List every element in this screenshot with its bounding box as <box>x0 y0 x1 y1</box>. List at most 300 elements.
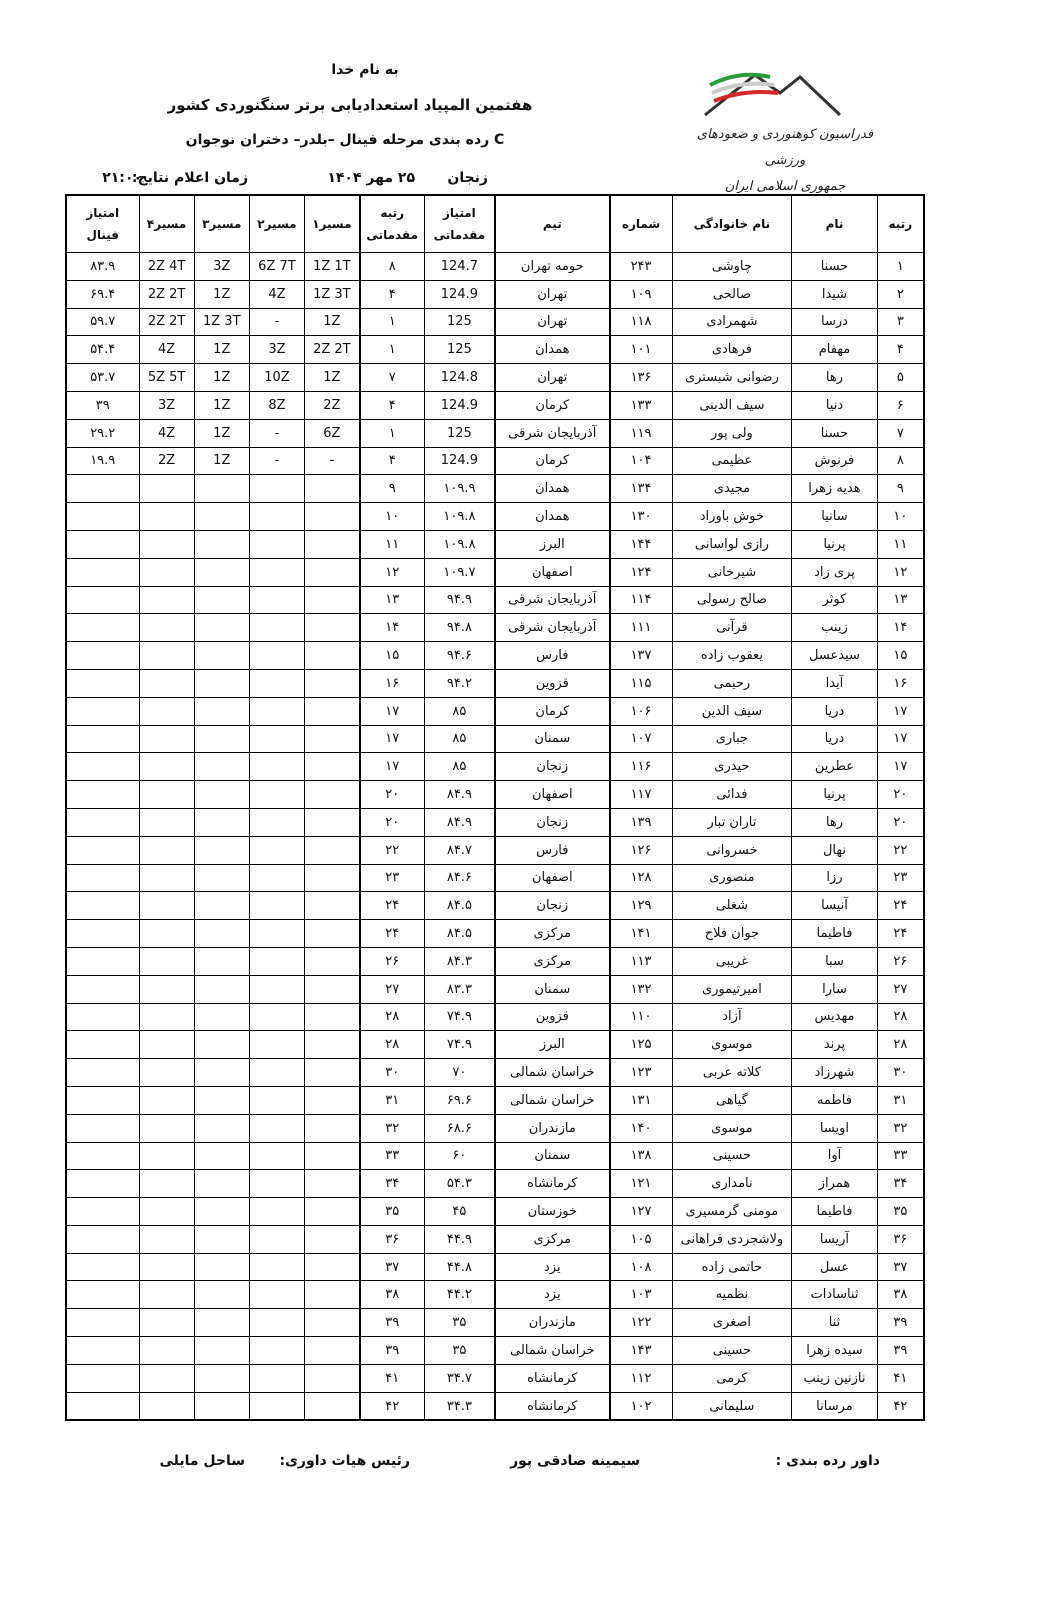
table-cell: خراسان شمالی <box>495 1086 610 1114</box>
table-cell <box>139 1086 194 1114</box>
table-cell: نهال <box>792 836 877 864</box>
table-cell: خوزستان <box>495 1198 610 1226</box>
table-cell: رضوانی شبستری <box>672 364 792 392</box>
table-cell: - <box>249 447 304 475</box>
table-cell: مرکزی <box>495 920 610 948</box>
table-cell: ۲۰ <box>360 808 425 836</box>
table-cell <box>249 1309 304 1337</box>
table-cell <box>249 1225 304 1253</box>
table-cell <box>305 1225 360 1253</box>
table-cell: ۱۷ <box>360 753 425 781</box>
table-cell: ۹۴.۸ <box>424 614 495 642</box>
table-cell: ۲۸ <box>877 1003 924 1031</box>
table-cell: موسوی <box>672 1031 792 1059</box>
table-cell <box>194 975 249 1003</box>
column-header: نام <box>792 195 877 253</box>
logo-line-2: جمهوری اسلامی ایران <box>724 179 846 194</box>
table-cell <box>305 614 360 642</box>
table-cell: ۱۷ <box>877 697 924 725</box>
table-cell: - <box>305 447 360 475</box>
table-cell: موسوی <box>672 1114 792 1142</box>
table-cell <box>66 975 139 1003</box>
table-cell: ۱۲۷ <box>610 1198 672 1226</box>
table-cell: ۱۱۷ <box>610 781 672 809</box>
table-cell <box>249 669 304 697</box>
table-cell <box>305 975 360 1003</box>
table-cell: امیرتیموری <box>672 975 792 1003</box>
table-cell <box>139 1031 194 1059</box>
table-cell <box>194 836 249 864</box>
table-cell: 3Z <box>194 253 249 281</box>
table-cell <box>194 781 249 809</box>
table-cell <box>194 753 249 781</box>
table-cell <box>139 1225 194 1253</box>
table-cell: ۱۴ <box>877 614 924 642</box>
table-cell: 1Z <box>305 308 360 336</box>
table-cell: ۶۹.۴ <box>66 280 139 308</box>
table-cell <box>194 892 249 920</box>
table-cell: 1Z <box>194 336 249 364</box>
table-cell <box>305 1170 360 1198</box>
table-cell: ۷ <box>360 364 425 392</box>
table-row <box>66 1309 924 1337</box>
table-cell <box>305 753 360 781</box>
table-cell: ۱۶ <box>360 669 425 697</box>
table-cell <box>305 558 360 586</box>
table-cell <box>66 1031 139 1059</box>
table-row <box>66 669 924 697</box>
table-cell: کرمانشاه <box>495 1364 610 1392</box>
table-cell: هدیه زهرا <box>792 475 877 503</box>
column-header: رتبه <box>877 195 924 253</box>
table-cell <box>139 920 194 948</box>
table-cell: - <box>249 308 304 336</box>
table-cell <box>249 1198 304 1226</box>
table-cell: ثنا <box>792 1309 877 1337</box>
table-cell <box>305 864 360 892</box>
table-cell <box>139 725 194 753</box>
table-cell: 2Z 4T <box>139 253 194 281</box>
table-cell <box>66 1309 139 1337</box>
column-header: نام خانوادگی <box>672 195 792 253</box>
table-cell: ۱۷ <box>360 697 425 725</box>
table-row <box>66 697 924 725</box>
table-cell: یعقوب زاده <box>672 642 792 670</box>
table-cell: ۱۳۲ <box>610 975 672 1003</box>
table-cell: دریا <box>792 697 877 725</box>
table-cell: ۳۳ <box>360 1142 425 1170</box>
table-cell: ثناسادات <box>792 1281 877 1309</box>
table-cell: کرمی <box>672 1364 792 1392</box>
table-cell <box>249 808 304 836</box>
table-cell: کرمان <box>495 697 610 725</box>
table-cell: پرنیا <box>792 530 877 558</box>
table-cell: ۱ <box>360 308 425 336</box>
page-title: هفتمین المپیاد استعدادیابی برتر سنگنوردی کشور <box>167 96 533 114</box>
table-cell: حاتمی زاده <box>672 1253 792 1281</box>
table-cell <box>305 781 360 809</box>
table-cell <box>66 1364 139 1392</box>
table-cell: ۸۴.۹ <box>424 808 495 836</box>
table-cell: ۹ <box>360 475 425 503</box>
table-cell: ۲۰ <box>360 781 425 809</box>
table-cell: ۲۳ <box>877 864 924 892</box>
table-cell: ۸۵ <box>424 697 495 725</box>
table-cell: ۱۲۵ <box>610 1031 672 1059</box>
table-cell: مرسانا <box>792 1392 877 1420</box>
table-cell: ۱۰۸ <box>610 1253 672 1281</box>
table-cell <box>194 642 249 670</box>
table-cell <box>249 920 304 948</box>
table-row <box>66 1142 924 1170</box>
table-row <box>66 336 924 364</box>
table-cell: شهمرادی <box>672 308 792 336</box>
table-cell <box>305 1364 360 1392</box>
table-cell <box>194 920 249 948</box>
table-cell: ۳۰ <box>877 1059 924 1087</box>
table-row <box>66 920 924 948</box>
table-cell: ۱۲۶ <box>610 836 672 864</box>
table-cell: ۱۳۱ <box>610 1086 672 1114</box>
table-cell: ۱۱۶ <box>610 753 672 781</box>
table-cell <box>66 614 139 642</box>
table-cell: ۱۳۹ <box>610 808 672 836</box>
table-cell: دنیا <box>792 391 877 419</box>
table-row <box>66 1031 924 1059</box>
table-cell <box>194 1142 249 1170</box>
table-cell <box>194 697 249 725</box>
table-cell <box>66 1198 139 1226</box>
table-cell: سمنان <box>495 725 610 753</box>
table-cell: آیدا <box>792 669 877 697</box>
table-cell <box>194 503 249 531</box>
table-cell: خراسان شمالی <box>495 1337 610 1365</box>
table-row <box>66 1281 924 1309</box>
table-cell: 124.9 <box>424 391 495 419</box>
table-cell: ۳۱ <box>877 1086 924 1114</box>
table-cell: نظمیه <box>672 1281 792 1309</box>
table-cell: ۸ <box>360 253 425 281</box>
judge-name: سیمینه صادقی پور <box>510 1453 640 1469</box>
table-cell: شغلی <box>672 892 792 920</box>
table-cell: ۸۵ <box>424 725 495 753</box>
table-cell <box>305 725 360 753</box>
column-header: امتیاز مقدماتی <box>424 195 495 253</box>
table-cell: ۲۸ <box>360 1003 425 1031</box>
table-cell: ۱۰۷ <box>610 725 672 753</box>
table-cell <box>249 1364 304 1392</box>
table-cell <box>194 1253 249 1281</box>
table-cell: ۲۴ <box>877 920 924 948</box>
table-cell: قرآنی <box>672 614 792 642</box>
table-cell <box>249 697 304 725</box>
table-cell: غریبی <box>672 947 792 975</box>
table-cell <box>305 1142 360 1170</box>
table-cell <box>66 1086 139 1114</box>
table-cell <box>66 920 139 948</box>
table-cell <box>139 1309 194 1337</box>
table-cell: 1Z 3T <box>305 280 360 308</box>
table-cell <box>249 975 304 1003</box>
table-cell: چاوشی <box>672 253 792 281</box>
table-cell: زنجان <box>495 753 610 781</box>
table-cell: ۴۲ <box>360 1392 425 1420</box>
table-cell <box>305 503 360 531</box>
table-cell <box>66 530 139 558</box>
table-cell: جوان فلاح <box>672 920 792 948</box>
table-cell <box>249 475 304 503</box>
table-cell: ۲۶ <box>360 947 425 975</box>
table-cell: فدائی <box>672 781 792 809</box>
logo-line-1: فدراسیون کوهنوردی و صعودهای ورزشی <box>696 127 874 168</box>
table-cell <box>139 558 194 586</box>
table-cell <box>305 1086 360 1114</box>
table-cell: ۱۴۳ <box>610 1337 672 1365</box>
table-cell: ۳۱ <box>360 1086 425 1114</box>
table-cell: کرمان <box>495 391 610 419</box>
table-cell: ۴ <box>360 447 425 475</box>
table-row <box>66 808 924 836</box>
table-cell <box>139 836 194 864</box>
table-cell <box>305 920 360 948</box>
table-cell: ۵۴.۳ <box>424 1170 495 1198</box>
table-cell: عطرین <box>792 753 877 781</box>
table-row <box>66 475 924 503</box>
table-cell: ۱۳۷ <box>610 642 672 670</box>
table-cell: ۳۴ <box>360 1170 425 1198</box>
table-cell: ۳۹ <box>360 1309 425 1337</box>
table-cell <box>305 836 360 864</box>
table-cell <box>66 642 139 670</box>
table-cell <box>305 1281 360 1309</box>
table-cell: ۲۰ <box>877 808 924 836</box>
table-cell <box>194 530 249 558</box>
table-cell <box>139 697 194 725</box>
table-cell: ۴۴.۸ <box>424 1253 495 1281</box>
table-cell: ۸۴.۵ <box>424 920 495 948</box>
table-cell: جباری <box>672 725 792 753</box>
table-cell: ۳۹ <box>360 1337 425 1365</box>
table-cell <box>194 1225 249 1253</box>
table-cell: فاطمه <box>792 1086 877 1114</box>
table-cell: 124.9 <box>424 447 495 475</box>
table-row <box>66 614 924 642</box>
table-cell: ۳۴ <box>877 1170 924 1198</box>
table-cell <box>194 864 249 892</box>
table-cell <box>139 1198 194 1226</box>
table-cell: زنجان <box>495 808 610 836</box>
table-cell <box>139 781 194 809</box>
table-cell <box>305 1114 360 1142</box>
table-cell: ۶ <box>877 391 924 419</box>
table-cell: ۶۸.۶ <box>424 1114 495 1142</box>
table-cell: 8Z <box>249 391 304 419</box>
table-cell: 6Z <box>305 419 360 447</box>
table-cell: مومنی گرمسیری <box>672 1198 792 1226</box>
table-row <box>66 364 924 392</box>
table-cell: 4Z <box>249 280 304 308</box>
table-cell: درسا <box>792 308 877 336</box>
table-cell <box>249 836 304 864</box>
table-cell <box>249 1086 304 1114</box>
bismillah: به نام خدا <box>331 62 399 78</box>
table-row <box>66 1003 924 1031</box>
table-cell: گیاهی <box>672 1086 792 1114</box>
table-cell: 1Z 3T <box>194 308 249 336</box>
table-row <box>66 1253 924 1281</box>
table-cell: ۲ <box>877 280 924 308</box>
table-cell: 124.9 <box>424 280 495 308</box>
table-cell <box>194 1281 249 1309</box>
table-cell: 1Z 1T <box>305 253 360 281</box>
table-cell: یزد <box>495 1281 610 1309</box>
table-cell <box>249 1392 304 1420</box>
table-cell: کلاته عربی <box>672 1059 792 1087</box>
table-cell: ۷۰ <box>424 1059 495 1087</box>
table-cell <box>139 1142 194 1170</box>
table-cell <box>249 1253 304 1281</box>
table-cell: ۱۲۲ <box>610 1309 672 1337</box>
table-cell: ۱۱ <box>877 530 924 558</box>
table-cell: همدان <box>495 475 610 503</box>
table-cell: ۱۰۹.۸ <box>424 503 495 531</box>
table-cell: رازی لواسانی <box>672 530 792 558</box>
event-city: زنجان <box>447 170 488 186</box>
table-cell: حسنا <box>792 253 877 281</box>
table-cell <box>194 1198 249 1226</box>
table-cell: رزا <box>792 864 877 892</box>
table-cell: 1Z <box>194 364 249 392</box>
table-cell: عسل <box>792 1253 877 1281</box>
table-cell <box>66 947 139 975</box>
table-cell: ۳۰ <box>360 1059 425 1087</box>
table-cell: حسینی <box>672 1337 792 1365</box>
table-cell: نازنین زینب <box>792 1364 877 1392</box>
column-header: رتبه مقدماتی <box>360 195 425 253</box>
table-cell <box>66 808 139 836</box>
table-cell <box>194 614 249 642</box>
table-cell <box>139 1114 194 1142</box>
table-cell: البرز <box>495 1031 610 1059</box>
table-cell <box>139 1392 194 1420</box>
table-cell: ۱ <box>877 253 924 281</box>
table-cell: ۱۰۹.۹ <box>424 475 495 503</box>
table-cell: دریا <box>792 725 877 753</box>
table-cell: سیف الدین <box>672 697 792 725</box>
table-cell: ۱۱ <box>360 530 425 558</box>
table-cell <box>249 1031 304 1059</box>
table-cell: ۱۳۳ <box>610 391 672 419</box>
table-cell: ۳۲ <box>360 1114 425 1142</box>
table-cell <box>305 1337 360 1365</box>
table-cell: 124.8 <box>424 364 495 392</box>
table-cell: ۱۰۹.۸ <box>424 530 495 558</box>
table-cell: ۱۲۱ <box>610 1170 672 1198</box>
table-row <box>66 447 924 475</box>
table-cell: ۳۸ <box>877 1281 924 1309</box>
table-cell: ۱۱۵ <box>610 669 672 697</box>
table-cell: ۴۱ <box>877 1364 924 1392</box>
table-cell <box>305 1031 360 1059</box>
table-cell: ۳۹ <box>66 391 139 419</box>
table-cell: سارا <box>792 975 877 1003</box>
table-cell <box>305 1392 360 1420</box>
table-cell <box>305 530 360 558</box>
table-cell: رها <box>792 808 877 836</box>
table-cell: ۱۱۰ <box>610 1003 672 1031</box>
table-cell <box>249 614 304 642</box>
table-cell: ۱۲۸ <box>610 864 672 892</box>
table-cell: حسینی <box>672 1142 792 1170</box>
table-cell <box>66 558 139 586</box>
table-cell: ۷۴.۹ <box>424 1031 495 1059</box>
table-cell: ۳۷ <box>877 1253 924 1281</box>
table-cell: فاطیما <box>792 1198 877 1226</box>
table-cell: ۱۱۸ <box>610 308 672 336</box>
table-cell: پری زاد <box>792 558 877 586</box>
table-cell: 1Z <box>194 447 249 475</box>
table-cell: ۱۰۹ <box>610 280 672 308</box>
table-cell <box>66 1392 139 1420</box>
table-cell <box>305 697 360 725</box>
table-cell: کرمانشاه <box>495 1170 610 1198</box>
table-cell <box>139 669 194 697</box>
table-cell: 4Z <box>139 336 194 364</box>
table-cell: 5Z 5T <box>139 364 194 392</box>
table-cell <box>194 1309 249 1337</box>
table-cell: ۹ <box>877 475 924 503</box>
column-header: تیم <box>495 195 610 253</box>
table-cell <box>305 1059 360 1087</box>
table-cell: ۸۴.۶ <box>424 864 495 892</box>
table-cell: 1Z <box>194 391 249 419</box>
table-cell: 125 <box>424 308 495 336</box>
table-cell <box>249 1059 304 1087</box>
table-cell <box>139 503 194 531</box>
table-cell: مهفام <box>792 336 877 364</box>
table-cell: ۲۲ <box>360 836 425 864</box>
table-cell <box>194 1031 249 1059</box>
table-row <box>66 1337 924 1365</box>
table-cell <box>139 475 194 503</box>
table-cell: زینب <box>792 614 877 642</box>
table-cell <box>66 503 139 531</box>
table-cell: ۳۸ <box>360 1281 425 1309</box>
table-cell <box>66 1142 139 1170</box>
table-cell <box>194 586 249 614</box>
table-cell: تاران تبار <box>672 808 792 836</box>
table-cell: ۸ <box>877 447 924 475</box>
table-cell <box>139 753 194 781</box>
table-row <box>66 1198 924 1226</box>
table-cell: ۱۰۳ <box>610 1281 672 1309</box>
table-cell: حومه تهران <box>495 253 610 281</box>
table-cell: ۱۴۴ <box>610 530 672 558</box>
table-cell: آزاد <box>672 1003 792 1031</box>
table-cell: شیدا <box>792 280 877 308</box>
table-cell: ۱۷ <box>877 725 924 753</box>
table-cell <box>249 753 304 781</box>
table-cell <box>305 642 360 670</box>
table-cell: ۱۱۹ <box>610 419 672 447</box>
table-cell <box>139 864 194 892</box>
table-cell: 2Z 2T <box>139 308 194 336</box>
head-judge-name: ساحل مایلی <box>159 1453 245 1469</box>
table-cell <box>249 947 304 975</box>
table-cell: زنجان <box>495 892 610 920</box>
table-cell: ۳۵ <box>877 1198 924 1226</box>
table-cell: 10Z <box>249 364 304 392</box>
